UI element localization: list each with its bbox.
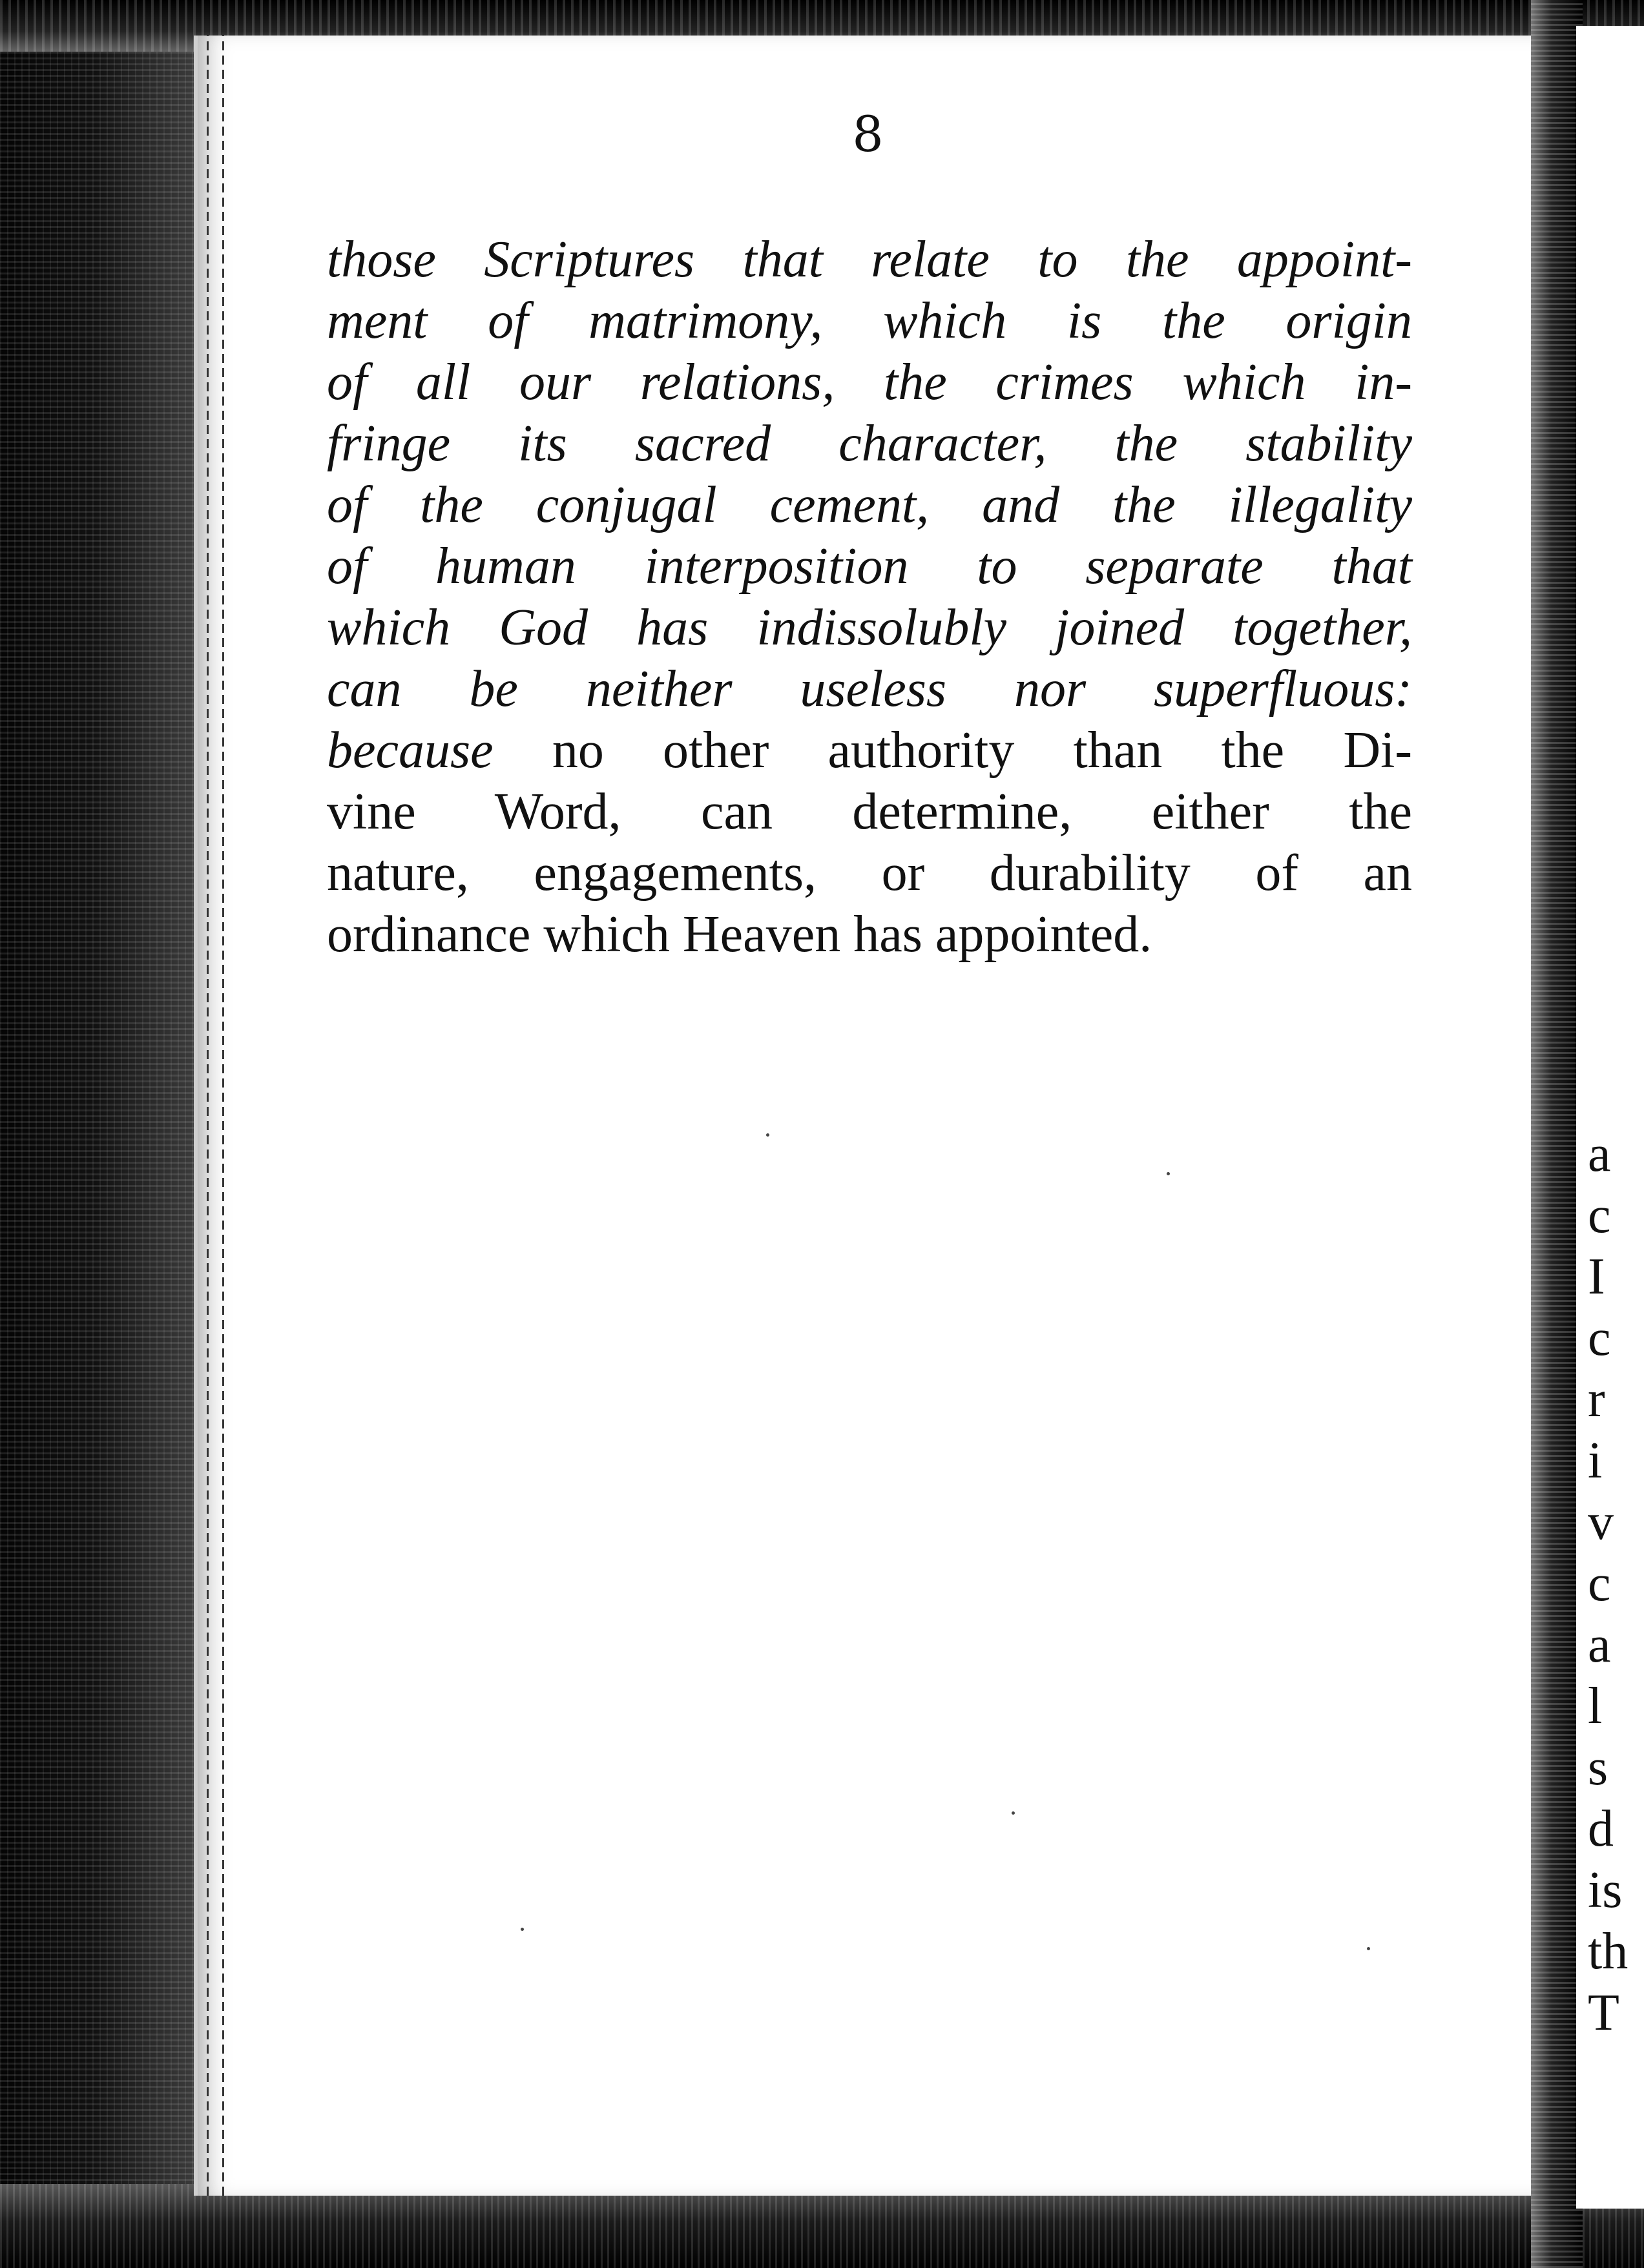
book-gutter [1531,0,1583,2268]
text-line: which God has indissolubly joined together, [327,599,1412,656]
facing-letter: c [1588,1187,1611,1244]
paper-speck [1167,1172,1170,1175]
paragraph [327,229,1412,965]
text-line: of all our relations, the crimes which in- [327,354,1412,411]
facing-letter: i [1588,1432,1603,1489]
binding-line [222,36,224,2196]
text-line: nature, engagements, or durability of an [327,845,1412,902]
text-line: ment of matrimony, which is the origin [327,293,1412,349]
facing-page-text [1588,1124,1628,2044]
facing-letter: T [1588,1984,1619,2041]
facing-letter: r [1588,1371,1605,1428]
paper-speck [1367,1947,1370,1950]
facing-letter: a [1588,1126,1611,1182]
facing-letter: c [1588,1555,1611,1612]
facing-letter: a [1588,1616,1611,1673]
facing-letter: d [1588,1800,1614,1857]
facing-letter: v [1588,1494,1614,1551]
facing-letter: is [1588,1862,1623,1919]
paper-speck [766,1133,769,1137]
paper-speck [521,1928,524,1931]
facing-letter: c [1588,1310,1611,1366]
italic-word: because [327,722,494,779]
binding-line [207,36,209,2196]
text-line: can be neither useless nor superfluous: [327,661,1412,717]
page-number: 8 [852,105,884,163]
text-line [327,720,1412,781]
roman-text: no other authority than the Di- [493,722,1412,779]
text-line: ordinance which Heaven has appointed. [327,906,1152,963]
paper-speck [1012,1811,1015,1815]
text-line: those Scriptures that relate to the appoint- [327,231,1412,288]
facing-letter: th [1588,1923,1628,1980]
facing-letter: l [1588,1678,1603,1735]
facing-page-edge [1576,26,1644,2209]
text-line: of human interposition to separate that [327,538,1412,595]
text-line: vine Word, can determine, either the [327,783,1412,840]
text-line: fringe its sacred character, the stability [327,415,1412,472]
facing-letter: s [1588,1739,1608,1796]
book-page [194,36,1538,2196]
text-line: of the conjugal cement, and the illegality [327,477,1412,533]
facing-letter: I [1588,1248,1605,1305]
scan-bottom-border [0,2184,1644,2268]
